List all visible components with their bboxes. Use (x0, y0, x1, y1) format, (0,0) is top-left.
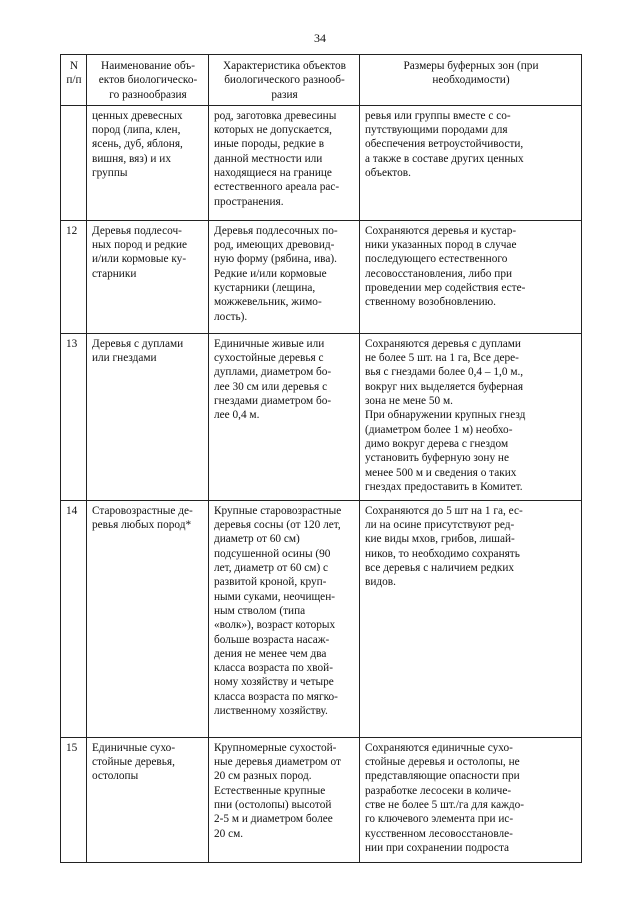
cell-text-line: При обнаружении крупных гнезд (365, 409, 526, 422)
cell-text-line: класса возраста по мягко- (214, 690, 338, 703)
buffer-zone-cell (360, 500, 582, 737)
cell-text-line: 20 см разных пород. (214, 770, 312, 783)
cell-text-line: гнездах предоставить в Комитет. (365, 480, 523, 493)
cell-text-line: гнездами диаметром бо- (214, 395, 332, 408)
cell-text-line: Сохраняются деревья с дуплами (365, 337, 521, 350)
cell-text-line: Старовозрастные де- (92, 504, 193, 517)
buffer-zone-cell (360, 220, 582, 333)
cell-text-line: проведении мер содействия есте- (365, 282, 526, 295)
cell-text-line: видов. (365, 576, 396, 589)
cell-text-line: менее 500 м и сведения о таких (365, 466, 517, 479)
row-number: 12 (61, 220, 87, 333)
cell-text-line: и/или кормовые ку- (92, 253, 187, 266)
object-name-cell (87, 333, 209, 500)
cell-text-line: ных пород и редкие (92, 239, 188, 252)
cell-text-line: го разнообразия (109, 88, 187, 101)
cell-text-line: Естественные крупные (214, 784, 326, 797)
object-name-cell (87, 220, 209, 333)
object-name-cell (87, 500, 209, 737)
cell-text-line: а также в составе других ценных (365, 152, 524, 165)
biodiversity-table (60, 54, 582, 863)
cell-text-line: Деревья подлесочных по- (214, 224, 338, 237)
cell-text-line: кие виды мхов, грибов, лишай- (365, 533, 515, 546)
cell-text-line: Наименование объ- (101, 60, 195, 72)
table-header-row (61, 55, 582, 106)
cell-text-line: димо вокруг дерева с гнездом (365, 437, 509, 450)
cell-text-line: Крупномерные сухостой- (214, 741, 337, 754)
cell-text-line: лет, диаметр от 60 см) с (214, 562, 329, 575)
cell-text-line: ревья любых пород* (92, 519, 192, 532)
cell-text-line: род, имеющих древовид- (214, 239, 335, 252)
cell-text-line: ному хозяйству и четыре (214, 676, 334, 689)
cell-text-line: деревья сосны (от 120 лет, (214, 519, 341, 532)
cell-text-line: диаметр от 60 см) (214, 533, 300, 546)
header-buffer-zones (360, 55, 582, 106)
cell-text-line: обеспечения ветроустойчивости, (365, 138, 524, 151)
cell-text-line: ники указанных пород в случае (365, 239, 517, 252)
table-row (61, 105, 582, 220)
cell-text-line: ясень, дуб, яблоня, (92, 138, 183, 151)
cell-text-line: род, заготовка древесины (214, 109, 337, 122)
cell-text-line: Редкие и/или кормовые (214, 267, 327, 280)
cell-text-line: последующего естественного (365, 253, 508, 266)
cell-text-line: развитой кроной, круп- (214, 576, 327, 589)
cell-text-line: ную форму (рябина, ива). (214, 253, 337, 266)
cell-text-line: объектов. (365, 167, 411, 180)
cell-text-line: Сохраняются единичные сухо- (365, 741, 513, 754)
characteristics-cell (209, 500, 360, 737)
cell-text-line: ные деревья диаметром от (214, 756, 341, 769)
cell-text-line: необходимости) (432, 74, 510, 87)
cell-text-line: Деревья с дуплами (92, 337, 184, 350)
cell-text-line: больше возраста насаж- (214, 633, 330, 646)
cell-text-line: лесовосстановления, либо при (365, 267, 513, 280)
cell-text-line: Деревья подлесоч- (92, 224, 182, 237)
cell-text-line: Крупные старовозрастные (214, 504, 342, 517)
cell-text-line: кустарники (лещина, (214, 282, 316, 295)
cell-text-line: пни (остолопы) высотой (214, 799, 332, 812)
cell-text-line: Сохраняются деревья и кустар- (365, 224, 517, 237)
row-number: 14 (61, 500, 87, 737)
characteristics-cell (209, 333, 360, 500)
object-name-cell (87, 737, 209, 862)
characteristics-cell (209, 220, 360, 333)
cell-text-line: разработке лесосеки в количе- (365, 784, 512, 797)
cell-text-line: вишня, вяз) и их (92, 152, 171, 165)
cell-text-line: 2-5 м и диаметром более (214, 813, 333, 826)
cell-text-line: ревья или группы вместе с со- (365, 109, 511, 122)
cell-text-line: Единичные живые или (214, 337, 325, 350)
characteristics-cell (209, 737, 360, 862)
row-number (61, 105, 87, 220)
cell-text-line: иные породы, редкие в (214, 138, 325, 151)
table-row (61, 220, 582, 333)
cell-text-line: пространения. (214, 195, 284, 208)
cell-text-line: ценных древесных (92, 109, 183, 122)
cell-text-line: можжевельник, жимо- (214, 296, 322, 309)
cell-text-line: 20 см. (214, 827, 244, 840)
cell-text-line: ников, то необходимо сохранять (365, 547, 520, 560)
cell-text-line: лее 0,4 м. (214, 409, 260, 422)
buffer-zone-cell (360, 737, 582, 862)
cell-text-line: Характеристика объектов (222, 60, 347, 72)
cell-text-line: ектов биологическо- (98, 74, 198, 87)
cell-text-line: представляющие опасности при (365, 770, 520, 783)
cell-text-line: лиственному хозяйству. (214, 705, 328, 718)
cell-text-line: ным стволом (типа (214, 604, 306, 617)
cell-text-line: все деревья с наличием редких (365, 562, 515, 575)
cell-text-line: ственному возобновлению. (365, 296, 496, 309)
characteristics-cell (209, 105, 360, 220)
row-number: 13 (61, 333, 87, 500)
cell-text-line: вья с гнездами более 0,4 – 1,0 м., (365, 366, 524, 379)
cell-text-line: установить буферную зону не (365, 452, 509, 465)
cell-text-line: (диаметром более 1 м) необхо- (365, 423, 513, 436)
cell-text-line: данной местности или (214, 152, 323, 165)
cell-text-line: Сохраняются до 5 шт на 1 га, ес- (365, 504, 523, 517)
cell-text-line: Размеры буферных зон (при (403, 60, 539, 72)
header-object-name (87, 55, 209, 106)
header-number (61, 55, 87, 106)
cell-text-line: которых не допускается, (214, 124, 333, 137)
object-name-cell (87, 105, 209, 220)
cell-text-line: ли на осине присутствуют ред- (365, 519, 515, 532)
cell-text-line: остолопы (92, 770, 139, 783)
cell-text-line: не более 5 шт. на 1 га, Все дере- (365, 352, 519, 365)
cell-text-line: п/п (66, 74, 82, 87)
buffer-zone-cell (360, 333, 582, 500)
cell-text-line: путствующими породами для (365, 124, 508, 137)
cell-text-line: подсушенной осины (90 (214, 547, 331, 560)
cell-text-line: класса возраста по хвой- (214, 662, 333, 675)
cell-text-line: N (69, 60, 79, 72)
header-characteristics (209, 55, 360, 106)
cell-text-line: биологического разнооб- (224, 74, 345, 87)
cell-text-line: или гнездами (92, 352, 157, 365)
cell-text-line: естественного ареала рас- (214, 181, 340, 194)
cell-text-line: вокруг них выделяется буферная (365, 380, 524, 393)
cell-text-line: находящиеся на границе (214, 167, 332, 180)
cell-text-line: стойные деревья, (92, 756, 175, 769)
row-number: 15 (61, 737, 87, 862)
cell-text-line: Единичные сухо- (92, 741, 176, 754)
cell-text-line: ными суками, неочищен- (214, 590, 336, 603)
table-row (61, 500, 582, 737)
table-row (61, 737, 582, 862)
cell-text-line: старники (92, 267, 137, 280)
cell-text-line: нии при сохранении подроста (365, 841, 510, 854)
cell-text-line: дуплами, диаметром бо- (214, 366, 332, 379)
cell-text-line: сухостойные деревья с (214, 352, 324, 365)
cell-text-line: «волк»), возраст которых (214, 619, 336, 632)
cell-text-line: стойные деревья и остолопы, не (365, 756, 520, 769)
cell-text-line: зона не мене 50 м. (365, 395, 453, 408)
cell-text-line: го ключевого элемента при ис- (365, 813, 514, 826)
cell-text-line: группы (92, 167, 128, 180)
cell-text-line: дения не менее чем два (214, 647, 327, 660)
cell-text-line: пород (липа, клен, (92, 124, 181, 137)
table-row (61, 333, 582, 500)
cell-text-line: лость). (214, 310, 248, 323)
cell-text-line: разия (271, 88, 298, 101)
cell-text-line: стве не более 5 шт./га для каждо- (365, 799, 525, 812)
cell-text-line: кусственном лесовосстановле- (365, 827, 513, 840)
page-number: 34 (314, 31, 326, 45)
buffer-zone-cell (360, 105, 582, 220)
cell-text-line: лее 30 см или деревья с (214, 380, 328, 393)
